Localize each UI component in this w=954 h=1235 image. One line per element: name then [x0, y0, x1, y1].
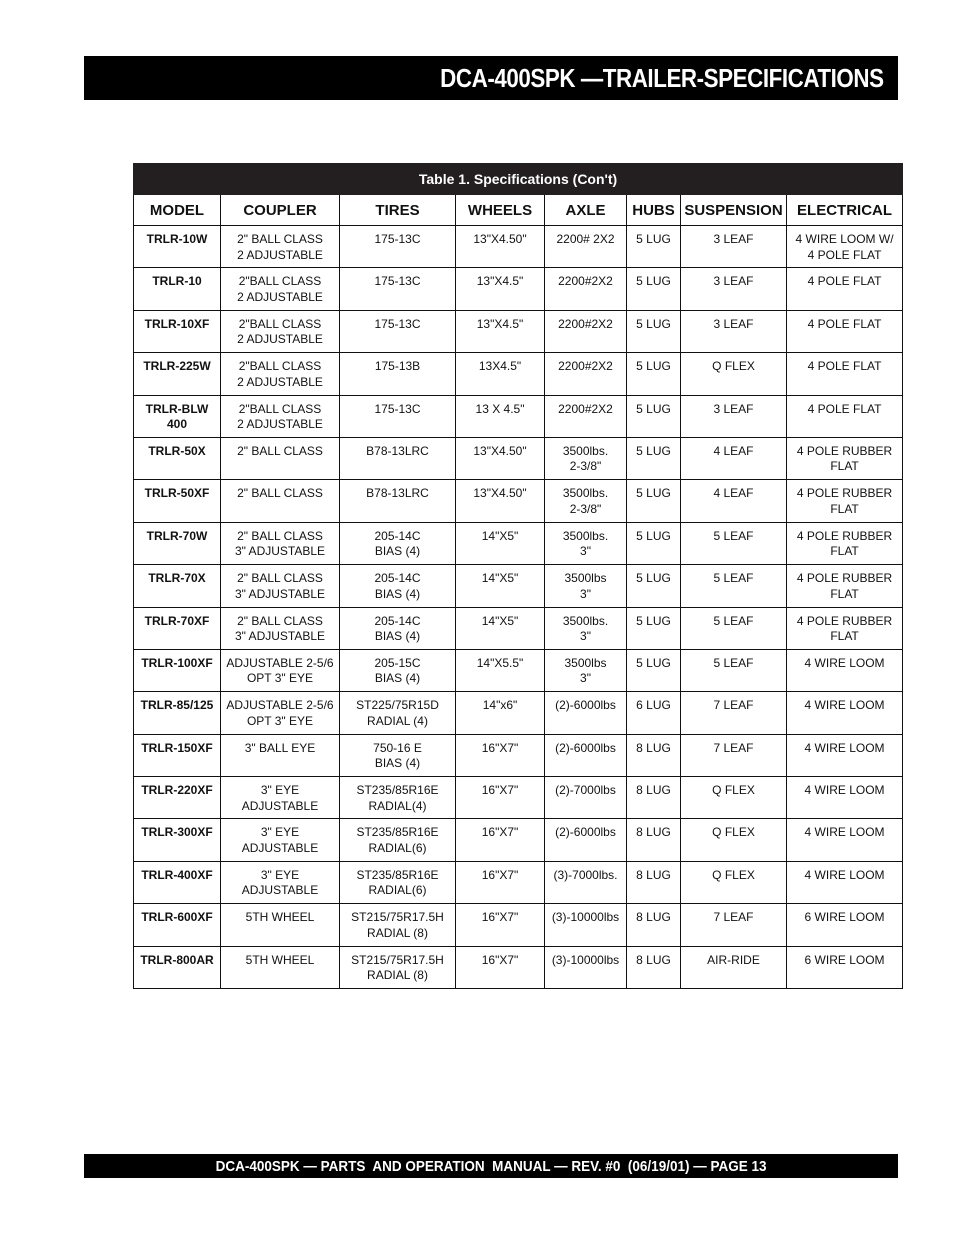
table-row	[134, 437, 903, 479]
cell-wheels: 14"x6"	[456, 692, 545, 734]
cell-electrical: 4 WIRE LOOM	[787, 777, 903, 819]
table-row	[134, 480, 903, 522]
cell-axle: 3500lbs 3"	[545, 649, 627, 691]
table-row	[134, 946, 903, 988]
cell-wheels: 13X4.5"	[456, 353, 545, 395]
cell-axle: (2)-7000lbs	[545, 777, 627, 819]
cell-model: TRLR-400XF	[134, 861, 221, 903]
cell-hubs: 5 LUG	[627, 649, 681, 691]
cell-suspension: 7 LEAF	[681, 734, 787, 776]
cell-tires: 205-14C BIAS (4)	[340, 565, 456, 607]
table-body	[134, 226, 903, 989]
table-row	[134, 904, 903, 946]
cell-wheels: 16"X7"	[456, 777, 545, 819]
cell-electrical: 4 POLE RUBBER FLAT	[787, 607, 903, 649]
cell-suspension: 5 LEAF	[681, 522, 787, 564]
cell-suspension: 3 LEAF	[681, 226, 787, 268]
cell-suspension: 7 LEAF	[681, 692, 787, 734]
cell-electrical: 4 WIRE LOOM	[787, 692, 903, 734]
table-row	[134, 226, 903, 268]
cell-tires: ST225/75R15D RADIAL (4)	[340, 692, 456, 734]
cell-hubs: 8 LUG	[627, 819, 681, 861]
cell-coupler: 3" EYE ADJUSTABLE	[221, 777, 340, 819]
cell-coupler: 2" BALL CLASS	[221, 437, 340, 479]
cell-coupler: 2"BALL CLASS 2 ADJUSTABLE	[221, 353, 340, 395]
cell-suspension: 4 LEAF	[681, 437, 787, 479]
cell-axle: (3)-10000lbs	[545, 904, 627, 946]
cell-wheels: 13"X4.5"	[456, 268, 545, 310]
cell-electrical: 4 WIRE LOOM	[787, 819, 903, 861]
cell-hubs: 8 LUG	[627, 861, 681, 903]
table-row	[134, 777, 903, 819]
cell-hubs: 5 LUG	[627, 226, 681, 268]
cell-suspension: 7 LEAF	[681, 904, 787, 946]
footer-text: DCA-400SPK — PARTS AND OPERATION MANUAL — REV. #0 (06/19/01) — PAGE 13	[215, 1157, 767, 1175]
cell-axle: (2)-6000lbs	[545, 819, 627, 861]
cell-model: TRLR-220XF	[134, 777, 221, 819]
cell-model: TRLR-85/125	[134, 692, 221, 734]
cell-model: TRLR-800AR	[134, 946, 221, 988]
table-row	[134, 353, 903, 395]
cell-tires: B78-13LRC	[340, 437, 456, 479]
cell-coupler: 2" BALL CLASS 3" ADJUSTABLE	[221, 565, 340, 607]
cell-model: TRLR-10	[134, 268, 221, 310]
cell-tires: ST235/85R16E RADIAL(4)	[340, 777, 456, 819]
cell-hubs: 6 LUG	[627, 692, 681, 734]
column-header-coupler: COUPLER	[221, 195, 340, 226]
cell-axle: 2200# 2X2	[545, 226, 627, 268]
cell-electrical: 4 POLE RUBBER FLAT	[787, 565, 903, 607]
cell-suspension: 5 LEAF	[681, 649, 787, 691]
cell-model: TRLR-70W	[134, 522, 221, 564]
cell-coupler: 2"BALL CLASS 2 ADJUSTABLE	[221, 268, 340, 310]
cell-hubs: 5 LUG	[627, 268, 681, 310]
cell-model: TRLR-BLW 400	[134, 395, 221, 437]
cell-wheels: 16"X7"	[456, 734, 545, 776]
cell-tires: ST235/85R16E RADIAL(6)	[340, 819, 456, 861]
column-header-suspension: SUSPENSION	[681, 195, 787, 226]
cell-electrical: 4 WIRE LOOM	[787, 649, 903, 691]
cell-suspension: 3 LEAF	[681, 268, 787, 310]
cell-axle: 3500lbs. 2-3/8"	[545, 437, 627, 479]
cell-tires: ST235/85R16E RADIAL(6)	[340, 861, 456, 903]
cell-suspension: 3 LEAF	[681, 310, 787, 352]
cell-tires: 205-14C BIAS (4)	[340, 522, 456, 564]
cell-tires: 205-14C BIAS (4)	[340, 607, 456, 649]
cell-wheels: 16"X7"	[456, 904, 545, 946]
cell-hubs: 5 LUG	[627, 607, 681, 649]
cell-coupler: 5TH WHEEL	[221, 904, 340, 946]
cell-tires: 175-13C	[340, 268, 456, 310]
column-header-tires: TIRES	[340, 195, 456, 226]
cell-axle: 3500lbs. 3"	[545, 522, 627, 564]
cell-suspension: 5 LEAF	[681, 607, 787, 649]
cell-coupler: 3" EYE ADJUSTABLE	[221, 819, 340, 861]
cell-tires: 750-16 E BIAS (4)	[340, 734, 456, 776]
cell-model: TRLR-70XF	[134, 607, 221, 649]
cell-wheels: 16"X7"	[456, 861, 545, 903]
cell-model: TRLR-70X	[134, 565, 221, 607]
cell-model: TRLR-300XF	[134, 819, 221, 861]
cell-hubs: 5 LUG	[627, 353, 681, 395]
cell-axle: (2)-6000lbs	[545, 692, 627, 734]
cell-coupler: 2" BALL CLASS 2 ADJUSTABLE	[221, 226, 340, 268]
cell-wheels: 14"X5"	[456, 522, 545, 564]
table-row	[134, 819, 903, 861]
cell-wheels: 13"X4.50"	[456, 480, 545, 522]
cell-model: TRLR-600XF	[134, 904, 221, 946]
cell-axle: 2200#2X2	[545, 353, 627, 395]
cell-tires: 175-13B	[340, 353, 456, 395]
cell-suspension: Q FLEX	[681, 861, 787, 903]
table-row	[134, 310, 903, 352]
cell-electrical: 4 POLE RUBBER FLAT	[787, 522, 903, 564]
cell-electrical: 4 WIRE LOOM W/ 4 POLE FLAT	[787, 226, 903, 268]
table-row	[134, 565, 903, 607]
cell-tires: 175-13C	[340, 226, 456, 268]
cell-electrical: 4 WIRE LOOM	[787, 861, 903, 903]
cell-coupler: 2"BALL CLASS 2 ADJUSTABLE	[221, 395, 340, 437]
specifications-table	[133, 163, 903, 989]
cell-model: TRLR-10XF	[134, 310, 221, 352]
column-header-hubs: HUBS	[627, 195, 681, 226]
cell-axle: 2200#2X2	[545, 310, 627, 352]
cell-wheels: 13"X4.5"	[456, 310, 545, 352]
cell-coupler: ADJUSTABLE 2-5/6 OPT 3" EYE	[221, 649, 340, 691]
cell-suspension: Q FLEX	[681, 353, 787, 395]
cell-hubs: 8 LUG	[627, 904, 681, 946]
cell-model: TRLR-50X	[134, 437, 221, 479]
cell-coupler: 3" BALL EYE	[221, 734, 340, 776]
cell-axle: 2200#2X2	[545, 395, 627, 437]
cell-axle: 3500lbs 3"	[545, 565, 627, 607]
cell-electrical: 4 POLE RUBBER FLAT	[787, 437, 903, 479]
cell-wheels: 14"X5.5"	[456, 649, 545, 691]
cell-hubs: 5 LUG	[627, 522, 681, 564]
column-header-wheels: WHEELS	[456, 195, 545, 226]
table-row	[134, 522, 903, 564]
cell-suspension: 5 LEAF	[681, 565, 787, 607]
cell-suspension: 3 LEAF	[681, 395, 787, 437]
cell-coupler: 2" BALL CLASS	[221, 480, 340, 522]
page-title: DCA-400SPK —TRAILER-SPECIFICATIONS	[440, 62, 884, 93]
cell-tires: B78-13LRC	[340, 480, 456, 522]
cell-hubs: 5 LUG	[627, 480, 681, 522]
table-caption: Table 1. Specifications (Con't)	[134, 164, 903, 195]
cell-axle: 3500lbs. 3"	[545, 607, 627, 649]
cell-coupler: 5TH WHEEL	[221, 946, 340, 988]
cell-suspension: Q FLEX	[681, 819, 787, 861]
cell-wheels: 13"X4.50"	[456, 226, 545, 268]
cell-hubs: 5 LUG	[627, 395, 681, 437]
table-header-row	[134, 195, 903, 226]
cell-electrical: 4 POLE FLAT	[787, 353, 903, 395]
cell-hubs: 5 LUG	[627, 437, 681, 479]
cell-electrical: 4 POLE FLAT	[787, 310, 903, 352]
cell-tires: 205-15C BIAS (4)	[340, 649, 456, 691]
column-header-model: MODEL	[134, 195, 221, 226]
cell-wheels: 16"X7"	[456, 946, 545, 988]
cell-tires: 175-13C	[340, 310, 456, 352]
cell-tires: ST215/75R17.5H RADIAL (8)	[340, 946, 456, 988]
cell-coupler: ADJUSTABLE 2-5/6 OPT 3" EYE	[221, 692, 340, 734]
cell-wheels: 14"X5"	[456, 607, 545, 649]
cell-model: TRLR-50XF	[134, 480, 221, 522]
cell-coupler: 2" BALL CLASS 3" ADJUSTABLE	[221, 607, 340, 649]
table-row	[134, 692, 903, 734]
cell-electrical: 4 POLE RUBBER FLAT	[787, 480, 903, 522]
cell-model: TRLR-225W	[134, 353, 221, 395]
cell-hubs: 8 LUG	[627, 734, 681, 776]
cell-suspension: AIR-RIDE	[681, 946, 787, 988]
column-header-electrical: ELECTRICAL	[787, 195, 903, 226]
cell-coupler: 2"BALL CLASS 2 ADJUSTABLE	[221, 310, 340, 352]
cell-model: TRLR-100XF	[134, 649, 221, 691]
cell-hubs: 8 LUG	[627, 946, 681, 988]
cell-wheels: 13"X4.50"	[456, 437, 545, 479]
cell-coupler: 3" EYE ADJUSTABLE	[221, 861, 340, 903]
cell-hubs: 8 LUG	[627, 777, 681, 819]
cell-hubs: 5 LUG	[627, 565, 681, 607]
cell-suspension: Q FLEX	[681, 777, 787, 819]
table-row	[134, 861, 903, 903]
cell-electrical: 6 WIRE LOOM	[787, 904, 903, 946]
cell-axle: (3)-7000lbs.	[545, 861, 627, 903]
cell-axle: 2200#2X2	[545, 268, 627, 310]
cell-electrical: 4 WIRE LOOM	[787, 734, 903, 776]
cell-axle: 3500lbs. 2-3/8"	[545, 480, 627, 522]
cell-wheels: 13 X 4.5"	[456, 395, 545, 437]
table-row	[134, 734, 903, 776]
cell-hubs: 5 LUG	[627, 310, 681, 352]
cell-suspension: 4 LEAF	[681, 480, 787, 522]
column-header-axle: AXLE	[545, 195, 627, 226]
cell-tires: ST215/75R17.5H RADIAL (8)	[340, 904, 456, 946]
table-row	[134, 649, 903, 691]
cell-wheels: 14"X5"	[456, 565, 545, 607]
cell-electrical: 4 POLE FLAT	[787, 268, 903, 310]
cell-electrical: 6 WIRE LOOM	[787, 946, 903, 988]
cell-tires: 175-13C	[340, 395, 456, 437]
cell-coupler: 2" BALL CLASS 3" ADJUSTABLE	[221, 522, 340, 564]
page-footer	[84, 1154, 898, 1178]
cell-axle: (2)-6000lbs	[545, 734, 627, 776]
cell-wheels: 16"X7"	[456, 819, 545, 861]
cell-model: TRLR-150XF	[134, 734, 221, 776]
cell-electrical: 4 POLE FLAT	[787, 395, 903, 437]
table-row	[134, 268, 903, 310]
cell-axle: (3)-10000lbs	[545, 946, 627, 988]
table-row	[134, 395, 903, 437]
page-header	[84, 56, 898, 100]
cell-model: TRLR-10W	[134, 226, 221, 268]
table-row	[134, 607, 903, 649]
